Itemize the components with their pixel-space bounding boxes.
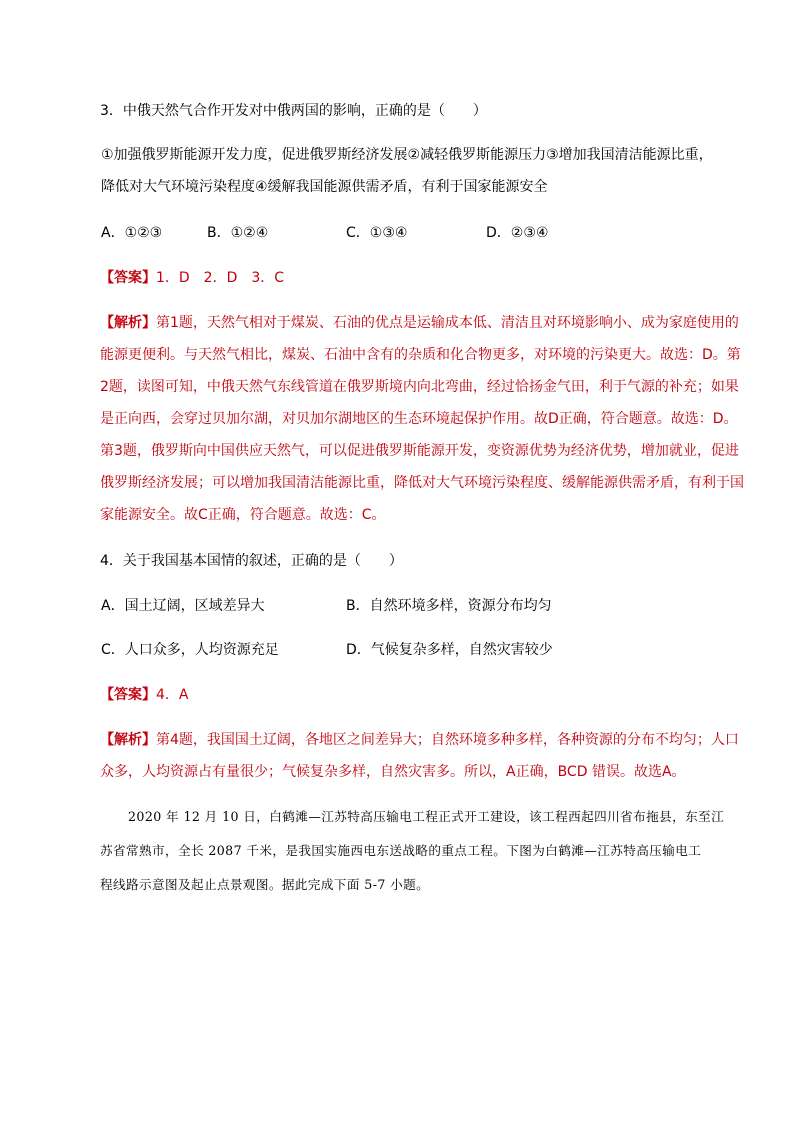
analysis-1-line-5: 第3题，俄罗斯向中国供应天然气，可以促进俄罗斯能源开发，变资源优势为经济优势，增加就业，促进	[100, 443, 739, 459]
analysis-text: 第1题，天然气相对于煤炭、石油的优点是运输成本低、清洁且对环境影响小、成为家庭使用的	[156, 315, 739, 331]
question-3-stem: 3．中俄天然气合作开发对中俄两国的影响，正确的是（ ）	[100, 103, 487, 119]
question-3-option-a: A．①②③	[101, 225, 163, 241]
answer-tag: 【答案】	[100, 687, 156, 703]
analysis-2-line-2: 众多，人均资源占有量很少；气候复杂多样，自然灾害多。所以，A正确，BCD 错误。故选A。	[100, 764, 686, 780]
question-3-option-b: B．①②④	[207, 225, 269, 241]
question-3-option-d: D．②③④	[486, 225, 549, 241]
analysis-1-line-3: 2题，读图可知，中俄天然气东线管道在俄罗斯境内向北弯曲，经过恰扬金气田，利于气源的补充；如果	[100, 379, 739, 395]
question-4-option-b: B．自然环境多样，资源分布均匀	[346, 598, 552, 614]
passage-line-3: 程线路示意图及起止点景观图。据此完成下面 5-7 小题。	[100, 877, 430, 892]
analysis-1-line-7: 家能源安全。故C正确，符合题意。故选：C。	[100, 507, 386, 523]
analysis-2-line-1	[100, 730, 739, 750]
question-3-statements-line-1: ①加强俄罗斯能源开发力度，促进俄罗斯经济发展②减轻俄罗斯能源压力③增加我国清洁能源比重，	[101, 147, 713, 163]
question-4-option-d: D．气候复杂多样，自然灾害较少	[346, 642, 553, 658]
analysis-1-line-1	[100, 313, 739, 333]
answer-block-1	[100, 268, 284, 288]
analysis-1-line-2: 能源更便利。与天然气相比，煤炭、石油中含有的杂质和化合物更多，对环境的污染更大。故选：D。第	[100, 347, 741, 363]
question-4-option-a: A．国土辽阔，区域差异大	[101, 598, 265, 614]
question-3-option-c: C．①③④	[346, 225, 408, 241]
question-4-stem: 4．关于我国基本国情的叙述，正确的是（ ）	[100, 553, 403, 569]
analysis-1-line-4: 是正向西，会穿过贝加尔湖，对贝加尔湖地区的生态环境起保护作用。故D正确，符合题意。故选：D。	[100, 411, 738, 427]
answer-tag: 【答案】	[100, 270, 156, 286]
analysis-tag: 【解析】	[100, 732, 156, 748]
question-4-option-c: C．人口众多，人均资源充足	[101, 642, 279, 658]
answer-text: 1．D 2．D 3．C	[156, 270, 285, 286]
question-3-statements-line-2: 降低对大气环境污染程度④缓解我国能源供需矛盾，有利于国家能源安全	[101, 179, 548, 195]
answer-block-2	[100, 685, 188, 705]
analysis-1-line-6: 俄罗斯经济发展；可以增加我国清洁能源比重，降低对大气环境污染程度、缓解能源供需矛盾，有利于国	[100, 475, 744, 491]
passage-line-2: 苏省常熟市，全长 2087 千米，是我国实施西电东送战略的重点工程。下图为白鹤滩—江苏特高压输电工	[100, 843, 702, 858]
analysis-tag: 【解析】	[100, 315, 156, 331]
answer-text: 4．A	[156, 687, 189, 703]
analysis-text: 第4题，我国国土辽阔，各地区之间差异大；自然环境多种多样，各种资源的分布不均匀；人口	[156, 732, 739, 748]
passage-line-1: 2020 年 12 月 10 日，白鹤滩—江苏特高压输电工程正式开工建设，该工程西起四川省布拖县，东至江	[128, 809, 725, 824]
